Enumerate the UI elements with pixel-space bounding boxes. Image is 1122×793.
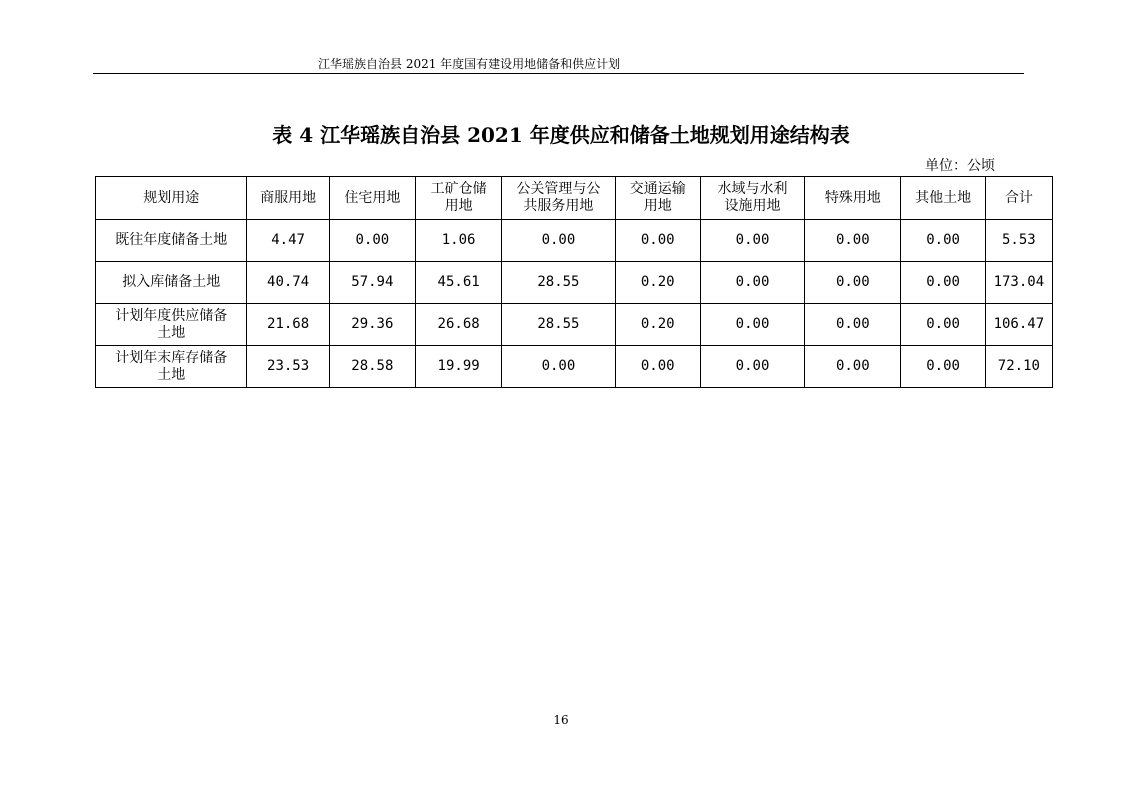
row-label: 既往年度储备土地 bbox=[96, 220, 247, 262]
table-cell: 0.00 bbox=[805, 346, 901, 388]
table-cell: 29.36 bbox=[329, 304, 415, 346]
table-cell: 21.68 bbox=[247, 304, 329, 346]
table-row bbox=[96, 262, 1053, 304]
land-use-table bbox=[95, 176, 1053, 388]
table-cell: 0.00 bbox=[700, 262, 804, 304]
table-title: 表 4 江华瑶族自治县 2021 年度供应和储备土地规划用途结构表 bbox=[272, 123, 850, 147]
table-cell: 0.00 bbox=[805, 220, 901, 262]
table-cell: 0.00 bbox=[615, 346, 700, 388]
table-cell: 45.61 bbox=[415, 262, 501, 304]
table-cell: 0.20 bbox=[615, 262, 700, 304]
column-header: 其他土地 bbox=[901, 177, 985, 220]
table-cell: 4.47 bbox=[247, 220, 329, 262]
table-cell: 0.00 bbox=[329, 220, 415, 262]
page-number: 16 bbox=[553, 713, 569, 727]
table-cell: 0.00 bbox=[502, 346, 615, 388]
table-cell: 0.00 bbox=[805, 304, 901, 346]
header-rule bbox=[93, 73, 1024, 74]
table-cell: 0.20 bbox=[615, 304, 700, 346]
column-header: 特殊用地 bbox=[805, 177, 901, 220]
table-cell: 0.00 bbox=[700, 304, 804, 346]
table-cell: 0.00 bbox=[901, 220, 985, 262]
table-cell: 28.55 bbox=[502, 304, 615, 346]
table-cell: 57.94 bbox=[329, 262, 415, 304]
column-header: 公关管理与公 共服务用地 bbox=[502, 177, 615, 220]
table-cell: 0.00 bbox=[805, 262, 901, 304]
table-cell: 0.00 bbox=[901, 304, 985, 346]
column-header: 工矿仓储 用地 bbox=[415, 177, 501, 220]
table-cell: 23.53 bbox=[247, 346, 329, 388]
table-cell: 0.00 bbox=[901, 346, 985, 388]
unit-note: 单位：公顷 bbox=[925, 158, 995, 174]
table-cell: 72.10 bbox=[985, 346, 1052, 388]
row-label: 计划年度供应储备 土地 bbox=[96, 304, 247, 346]
table-cell: 0.00 bbox=[615, 220, 700, 262]
table-cell: 5.53 bbox=[985, 220, 1052, 262]
column-header: 交通运输 用地 bbox=[615, 177, 700, 220]
row-label: 拟入库储备土地 bbox=[96, 262, 247, 304]
column-header: 合计 bbox=[985, 177, 1052, 220]
column-header: 住宅用地 bbox=[329, 177, 415, 220]
table-row bbox=[96, 304, 1053, 346]
table-row bbox=[96, 346, 1053, 388]
column-header: 商服用地 bbox=[247, 177, 329, 220]
table-cell: 19.99 bbox=[415, 346, 501, 388]
table-cell: 106.47 bbox=[985, 304, 1052, 346]
table-row bbox=[96, 220, 1053, 262]
column-header: 规划用途 bbox=[96, 177, 247, 220]
table-cell: 0.00 bbox=[502, 220, 615, 262]
table-cell: 40.74 bbox=[247, 262, 329, 304]
table-cell: 0.00 bbox=[901, 262, 985, 304]
table-cell: 0.00 bbox=[700, 220, 804, 262]
row-label: 计划年末库存储备 土地 bbox=[96, 346, 247, 388]
column-header: 水域与水利 设施用地 bbox=[700, 177, 804, 220]
running-header: 江华瑶族自治县 2021 年度国有建设用地储备和供应计划 bbox=[318, 57, 621, 71]
table-cell: 1.06 bbox=[415, 220, 501, 262]
table-cell: 28.58 bbox=[329, 346, 415, 388]
table-cell: 173.04 bbox=[985, 262, 1052, 304]
table-cell: 0.00 bbox=[700, 346, 804, 388]
table-cell: 28.55 bbox=[502, 262, 615, 304]
table-cell: 26.68 bbox=[415, 304, 501, 346]
table-header-row bbox=[96, 177, 1053, 220]
